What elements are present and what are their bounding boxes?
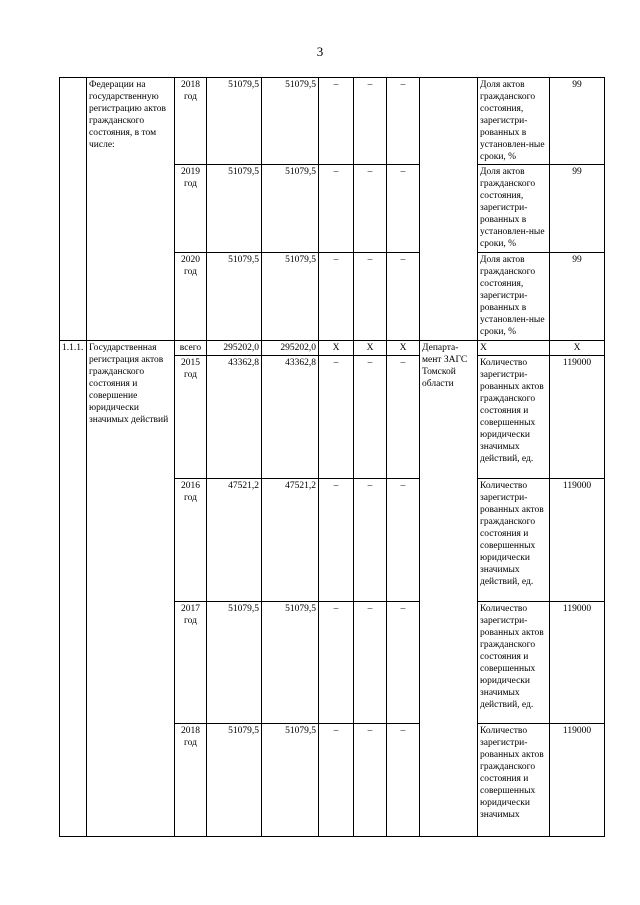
federal-cell: 51079,5 bbox=[262, 165, 319, 253]
budget-cell: – bbox=[354, 602, 387, 724]
federal-cell: 47521,2 bbox=[262, 479, 319, 602]
budget-cell: Х bbox=[387, 341, 420, 356]
value-cell: 99 bbox=[550, 253, 605, 341]
indicator-cell: Количество зарегистри-рованных актов гражданского состояния и совершенных юридически значимых действий, ед. bbox=[478, 356, 550, 479]
name-cell: Государственная регистрация актов гражданского состояния и совершение юридически значимых действий bbox=[87, 341, 175, 837]
program-table bbox=[59, 77, 605, 837]
budget-cell: – bbox=[319, 356, 354, 479]
total-cell: 295202,0 bbox=[207, 341, 262, 356]
value-cell: 99 bbox=[550, 78, 605, 165]
indicator-cell: Количество зарегистри-рованных актов гражданского состояния и совершенных юридически значимых bbox=[478, 724, 550, 837]
federal-cell: 51079,5 bbox=[262, 78, 319, 165]
number-cell: 1.1.1. bbox=[60, 341, 87, 837]
federal-cell: 51079,5 bbox=[262, 724, 319, 837]
budget-cell: Х bbox=[319, 341, 354, 356]
indicator-cell: Доля актов гражданского состояния, зарегистри-рованных в установлен-ные сроки, % bbox=[478, 253, 550, 341]
total-cell: 43362,8 bbox=[207, 356, 262, 479]
federal-cell: 295202,0 bbox=[262, 341, 319, 356]
total-cell: 51079,5 bbox=[207, 724, 262, 837]
executor-cell bbox=[420, 78, 478, 341]
budget-cell: – bbox=[354, 356, 387, 479]
year-cell: 2016 год bbox=[175, 479, 207, 602]
value-cell: 119000 bbox=[550, 356, 605, 479]
federal-cell: 43362,8 bbox=[262, 356, 319, 479]
budget-cell: – bbox=[354, 165, 387, 253]
federal-cell: 51079,5 bbox=[262, 602, 319, 724]
total-cell: 51079,5 bbox=[207, 253, 262, 341]
budget-cell: – bbox=[387, 724, 420, 837]
indicator-cell: Количество зарегистри-рованных актов гражданского состояния и совершенных юридически значимых действий, ед. bbox=[478, 479, 550, 602]
table-row bbox=[60, 78, 605, 165]
total-cell: 51079,5 bbox=[207, 78, 262, 165]
table-row bbox=[60, 341, 605, 356]
number-cell bbox=[60, 78, 87, 341]
total-cell: 47521,2 bbox=[207, 479, 262, 602]
year-cell: 2019 год bbox=[175, 165, 207, 253]
indicator-cell: Х bbox=[478, 341, 550, 356]
indicator-cell: Доля актов гражданского состояния, зарегистри-рованных в установлен-ные сроки, % bbox=[478, 165, 550, 253]
budget-cell: – bbox=[387, 479, 420, 602]
year-cell: 2020 год bbox=[175, 253, 207, 341]
total-cell: 51079,5 bbox=[207, 165, 262, 253]
indicator-cell: Количество зарегистри-рованных актов гражданского состояния и совершенных юридически значимых действий, ед. bbox=[478, 602, 550, 724]
value-cell: 99 bbox=[550, 165, 605, 253]
budget-cell: – bbox=[319, 253, 354, 341]
budget-cell: – bbox=[319, 724, 354, 837]
value-cell: 119000 bbox=[550, 602, 605, 724]
year-cell: 2017 год bbox=[175, 602, 207, 724]
year-cell: 2018 год bbox=[175, 724, 207, 837]
page-number: 3 bbox=[316, 44, 324, 59]
budget-cell: – bbox=[354, 479, 387, 602]
budget-cell: – bbox=[319, 78, 354, 165]
year-cell: 2018 год bbox=[175, 78, 207, 165]
budget-cell: – bbox=[354, 253, 387, 341]
name-cell: Федерации на государственную регистрацию актов гражданского состояния, в том числе: bbox=[87, 78, 175, 341]
budget-cell: – bbox=[354, 724, 387, 837]
budget-cell: – bbox=[354, 78, 387, 165]
federal-cell: 51079,5 bbox=[262, 253, 319, 341]
budget-cell: Х bbox=[354, 341, 387, 356]
budget-cell: – bbox=[387, 253, 420, 341]
value-cell: 119000 bbox=[550, 479, 605, 602]
indicator-cell: Доля актов гражданского состояния, зарегистри-рованных в установлен-ные сроки, % bbox=[478, 78, 550, 165]
value-cell: 119000 bbox=[550, 724, 605, 837]
budget-cell: – bbox=[319, 602, 354, 724]
executor-cell: Департа-мент ЗАГС Томской области bbox=[420, 341, 478, 837]
budget-cell: – bbox=[387, 78, 420, 165]
budget-cell: – bbox=[319, 479, 354, 602]
budget-cell: – bbox=[387, 165, 420, 253]
year-cell: 2015 год bbox=[175, 356, 207, 479]
budget-cell: – bbox=[387, 602, 420, 724]
value-cell: Х bbox=[550, 341, 605, 356]
budget-cell: – bbox=[387, 356, 420, 479]
budget-cell: – bbox=[319, 165, 354, 253]
year-cell: всего bbox=[175, 341, 207, 356]
total-cell: 51079,5 bbox=[207, 602, 262, 724]
